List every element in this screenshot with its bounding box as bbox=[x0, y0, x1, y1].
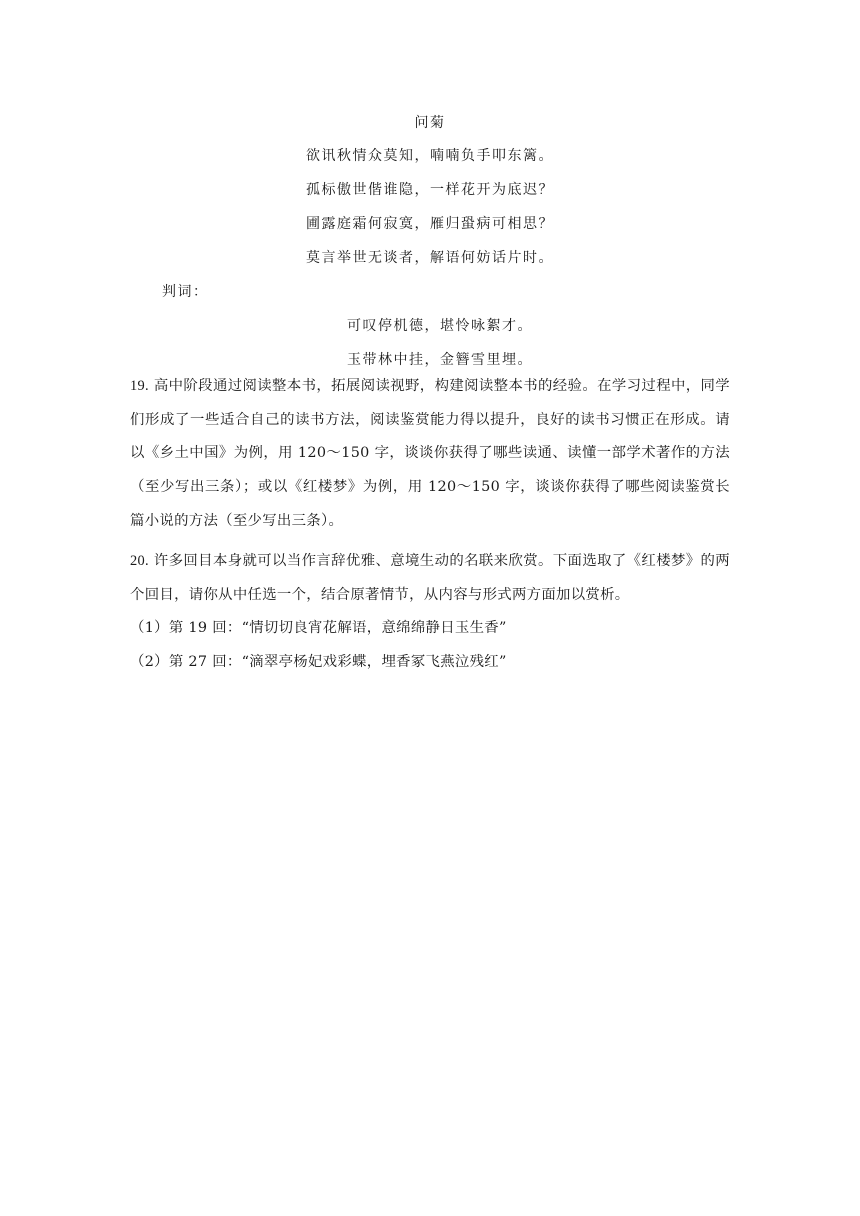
question-text: 高中阶段通过阅读整本书，拓展阅读视野，构建阅读整本书的经验。在学习过程中，同学们形成了一些适合自己的读书方法，阅读鉴赏能力得以提升，良好的读书习惯正在形成。请以《乡土中国》为例，用 120～150 字，谈谈你获得了哪些读通、读懂一部学术著作的方法（至少写出三条）；或以《红楼梦》为例，用 120～150 字，谈谈你获得了哪些阅读鉴赏长篇小说的方法（至少写出三条）。 bbox=[130, 378, 730, 529]
judgement-label: 判词： bbox=[162, 284, 209, 300]
judgement-line: 玉带林中挂，金簪雪里埋。 bbox=[347, 352, 533, 368]
poem-title: 问菊 bbox=[414, 115, 446, 131]
question-20 bbox=[130, 545, 730, 612]
question-option: （2）第 27 回：“滴翠亭杨妃戏彩蝶，埋香冢飞燕泣残红” bbox=[130, 654, 507, 670]
poem-line: 孤标傲世偕谁隐，一样花开为底迟？ bbox=[306, 182, 554, 198]
question-number: 20. bbox=[130, 553, 149, 569]
question-19 bbox=[130, 370, 730, 539]
poem-line: 莫言举世无谈者，解语何妨话片时。 bbox=[306, 250, 554, 266]
poem-line: 欲讯秋情众莫知，喃喃负手叩东篱。 bbox=[306, 148, 554, 164]
judgement-line: 可叹停机德，堪怜咏絮才。 bbox=[347, 318, 533, 334]
poem-line: 圃露庭霜何寂寞，雁归蛩病可相思？ bbox=[306, 216, 554, 232]
question-number: 19. bbox=[130, 378, 149, 394]
question-option: （1）第 19 回：“情切切良宵花解语，意绵绵静日玉生香” bbox=[130, 620, 507, 636]
question-text: 许多回目本身就可以当作言辞优雅、意境生动的名联来欣赏。下面选取了《红楼梦》的两个回目，请你从中任选一个，结合原著情节，从内容与形式两方面加以赏析。 bbox=[130, 553, 730, 603]
